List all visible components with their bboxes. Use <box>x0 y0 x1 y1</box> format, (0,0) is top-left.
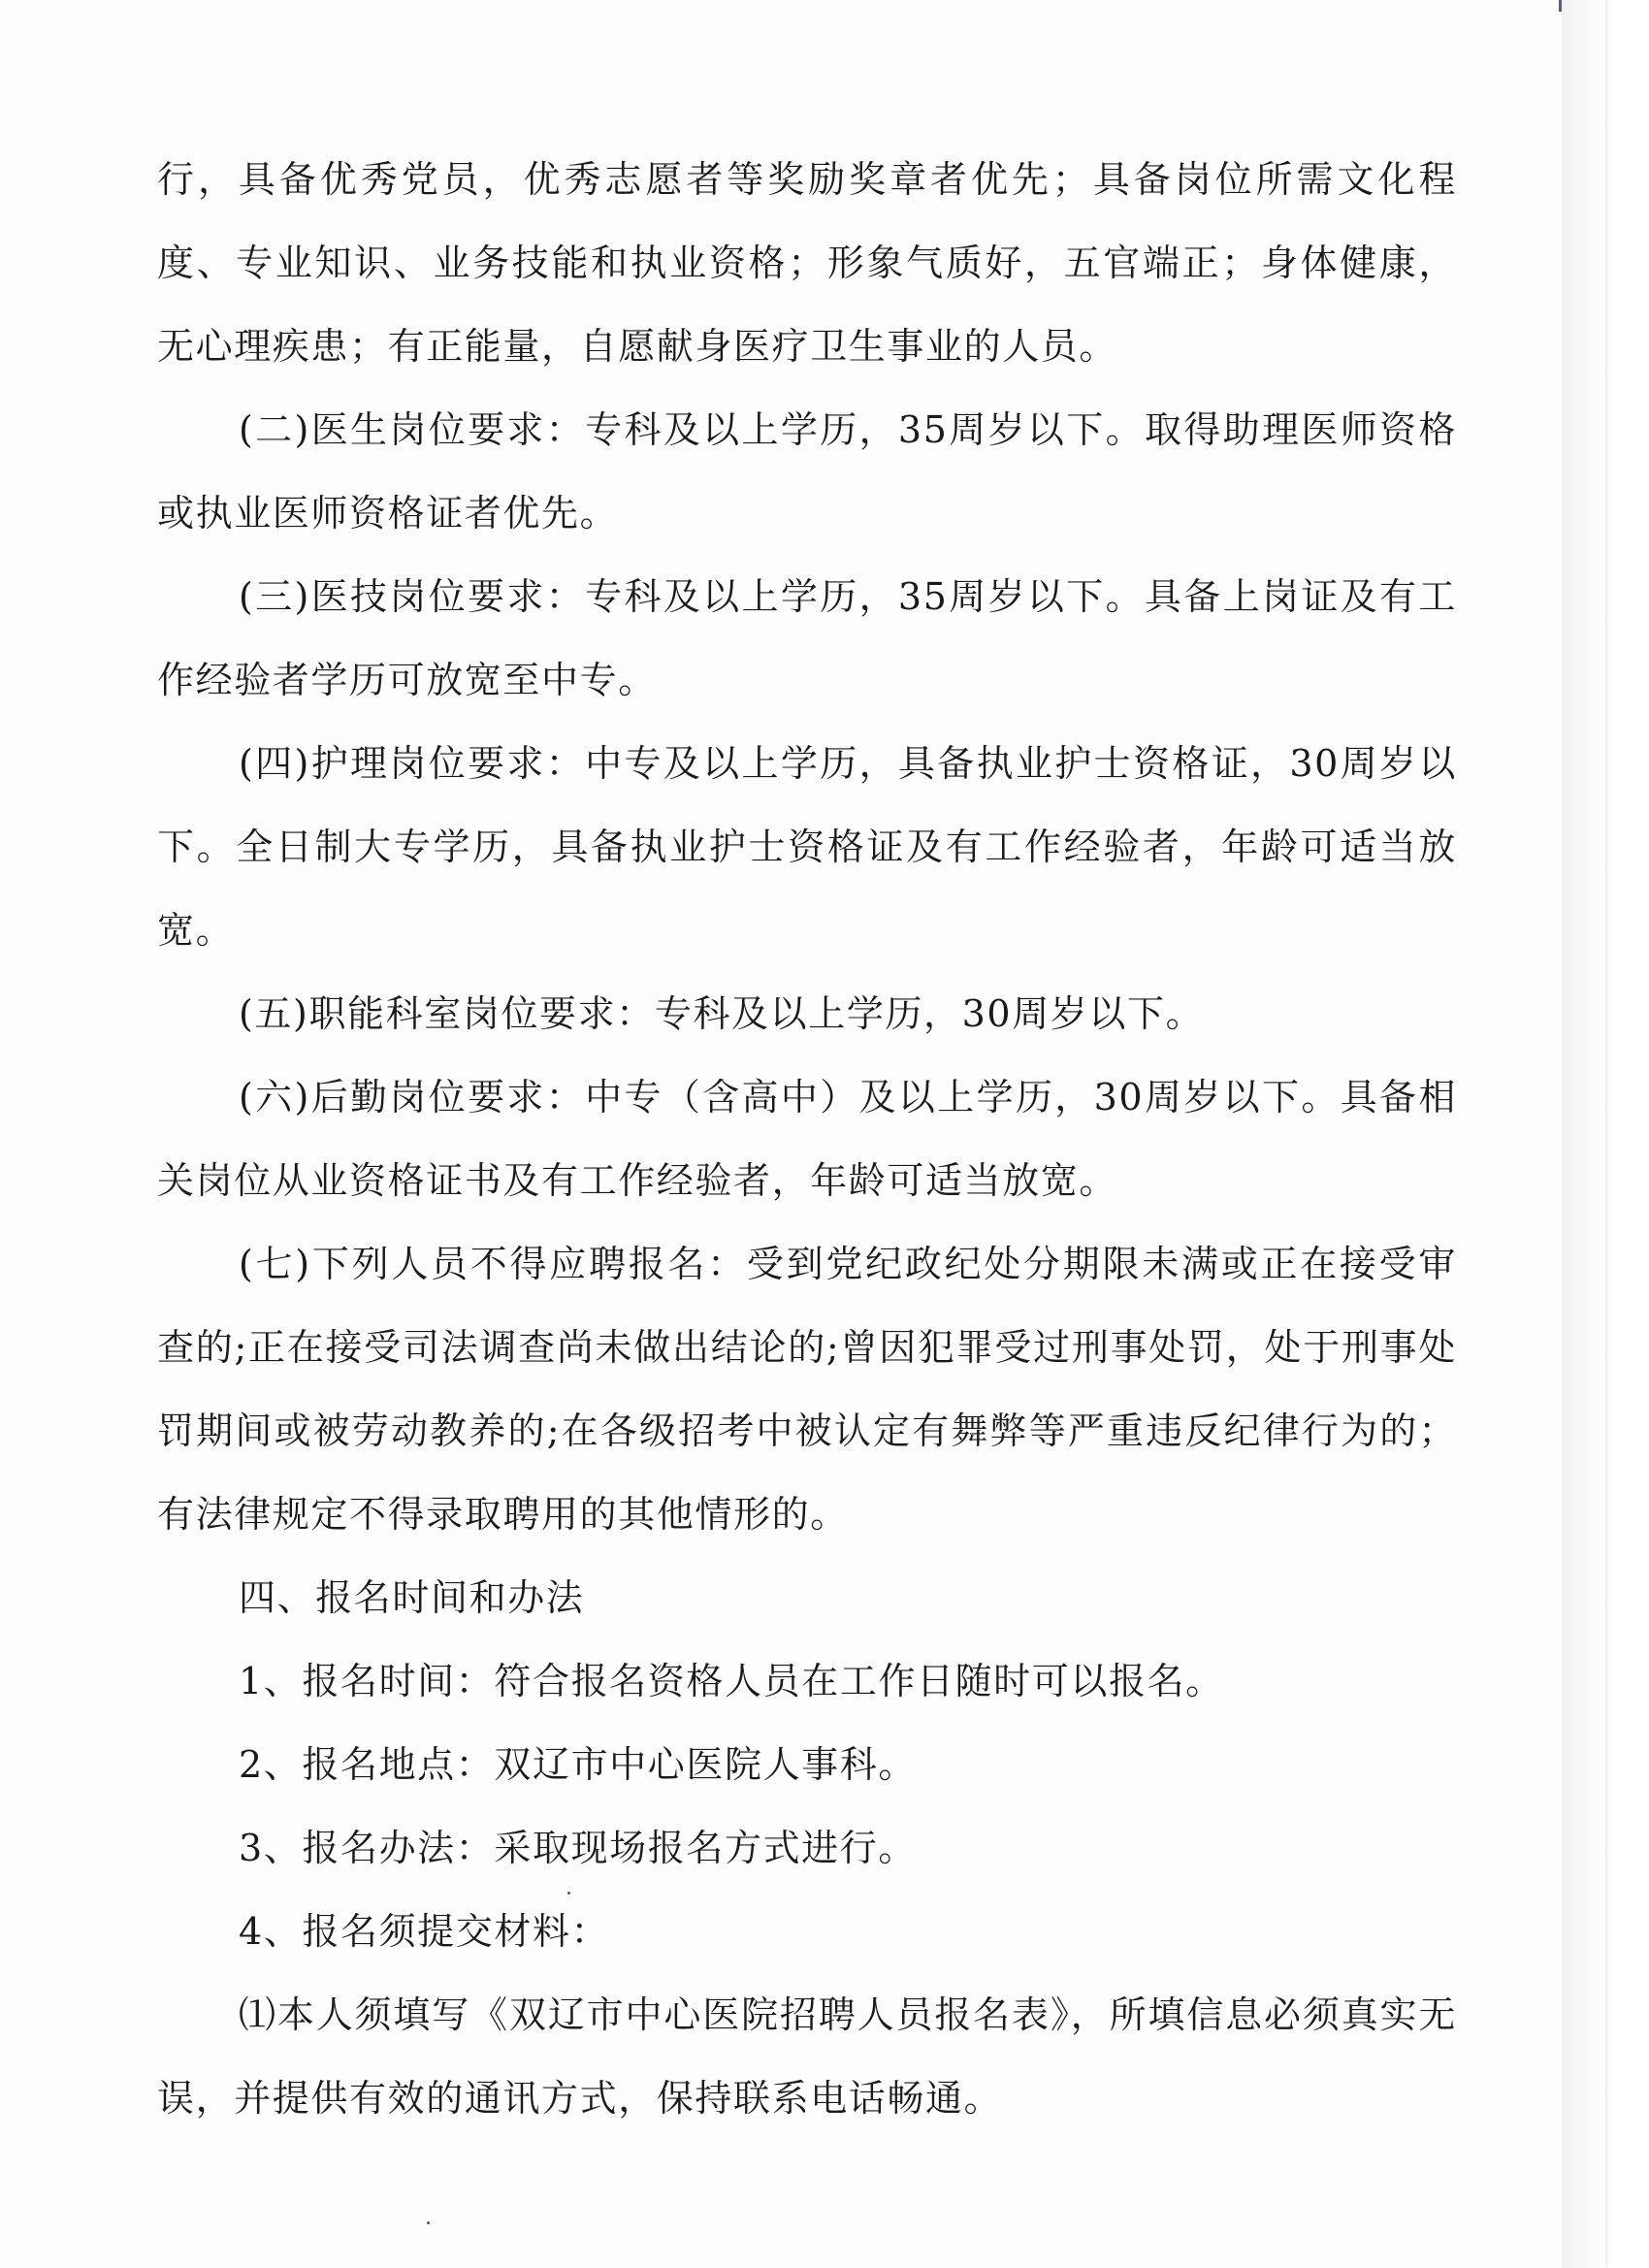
paragraph-registration-method: 3、报名办法：采取现场报名方式进行。 <box>239 1827 917 1869</box>
scan-speck <box>427 2221 430 2224</box>
paragraph-application-form: ⑴本人须填写《双辽市中心医院招聘人员报名表》，所填信息必须真实无误，并提供有效的通讯方式，保持联系电话畅通。 <box>157 1993 1457 2120</box>
document-body <box>157 138 1457 2140</box>
paragraph-required-materials: 4、报名须提交材料： <box>239 1910 610 1953</box>
section-heading-registration: 四、报名时间和办法 <box>239 1576 585 1619</box>
paragraph-continuation: 行，具备优秀党员，优秀志愿者等奖励奖章者优先；具备岗位所需文化程度、专业知识、业务技能和执业资格；形象气质好，五官端正；身体健康，无心理疾患；有正能量，自愿献身医疗卫生事业的人员。 <box>157 158 1457 368</box>
paragraph-ineligible-persons: (七)下列人员不得应聘报名：受到党纪政纪处分期限未满或正在接受审查的;正在接受司法调查尚未做出结论的;曾因犯罪受过刑事处罚，处于刑事处罚期间或被劳动教养的;在各级招考中被认定有舞弊等严重违反纪律行为的；有法律规定不得录取聘用的其他情形的。 <box>157 1243 1457 1536</box>
paragraph-registration-location: 2、报名地点：双辽市中心医院人事科。 <box>239 1743 917 1786</box>
scan-edge <box>1562 0 1605 2268</box>
paragraph-technician-requirements: (三)医技岗位要求：专科及以上学历，35周岁以下。具备上岗证及有工作经验者学历可放宽至中专。 <box>157 575 1457 701</box>
paragraph-logistics-requirements: (六)后勤岗位要求：中专（含高中）及以上学历，30周岁以下。具备相关岗位从业资格证书及有工作经验者，年龄可适当放宽。 <box>157 1076 1457 1202</box>
paragraph-nursing-requirements: (四)护理岗位要求：中专及以上学历，具备执业护士资格证，30周岁以下。全日制大专学历，具备执业护士资格证及有工作经验者，年龄可适当放宽。 <box>157 742 1457 952</box>
paragraph-registration-time: 1、报名时间：符合报名资格人员在工作日随时可以报名。 <box>239 1660 1224 1702</box>
paragraph-doctor-requirements: (二)医生岗位要求：专科及以上学历，35周岁以下。取得助理医师资格或执业医师资格证者优先。 <box>157 408 1457 535</box>
scan-speck <box>567 1892 570 1895</box>
paragraph-functional-dept-requirements: (五)职能科室岗位要求：专科及以上学历，30周岁以下。 <box>239 992 1205 1035</box>
